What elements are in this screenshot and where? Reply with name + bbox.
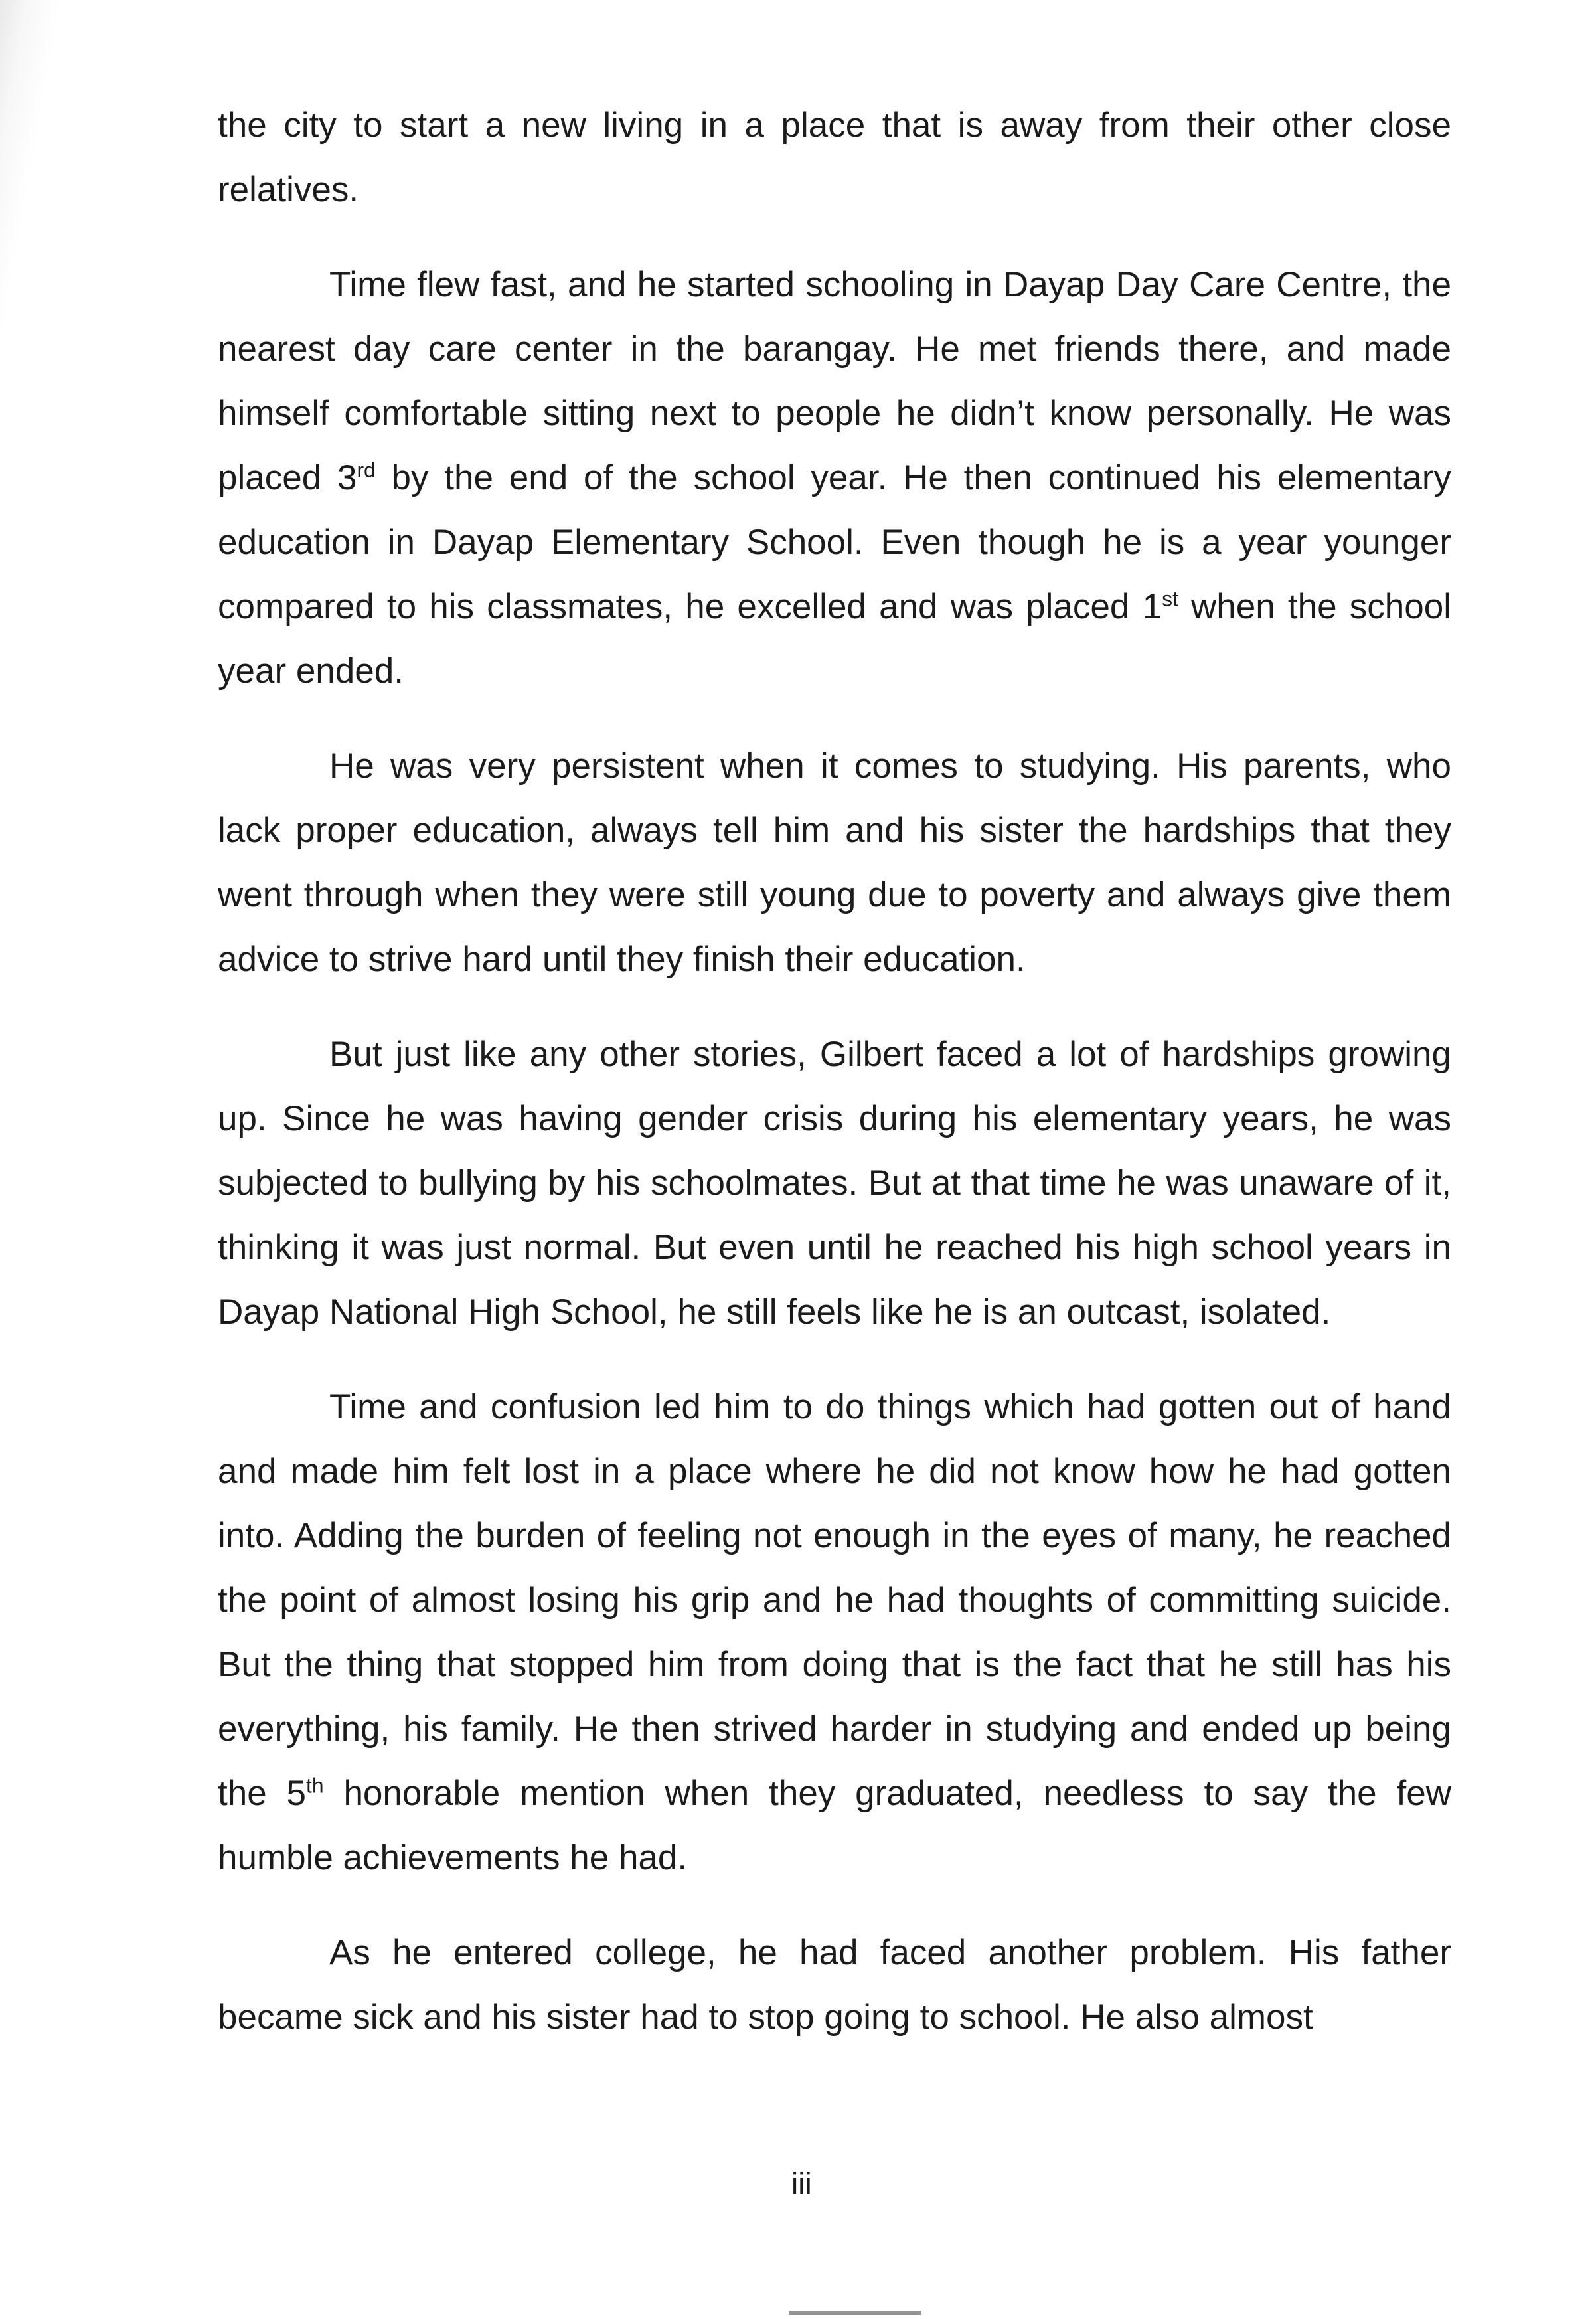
paragraph-6 (218, 1921, 1451, 2049)
paragraph-1 (218, 93, 1451, 222)
paragraph-2 (218, 252, 1451, 703)
paragraph-3 (218, 734, 1451, 991)
body-text (218, 93, 1451, 2080)
ordinal-superscript-rd: rd (357, 458, 376, 482)
paragraph-5-text-b: honorable mention when they graduated, needless to say the few humble achievements he had. (218, 1774, 1451, 1877)
ordinal-superscript-st: st (1162, 586, 1178, 611)
paragraph-4 (218, 1022, 1451, 1344)
paragraph-2-text-c: when the school year ended. (218, 587, 1452, 691)
page-edge-mark (789, 2311, 921, 2315)
paragraph-5-text-a: Time and confusion led him to do things which had gotten out of hand and made him felt lost in a place where he did not know how he had gotten into. Adding the burden of feeling not enough in the eyes of many, he reached the point of almost losing his grip and he had thoughts of committing suicide. But the thing that stopped him from doing that is the fact that he still has his everything, his family. He then strived harder in studying and ended up being the 5 (218, 1387, 1451, 1813)
paragraph-1-text: the city to start a new living in a place that is away from their other close relatives. (218, 106, 1451, 209)
paragraph-5 (218, 1375, 1451, 1890)
paragraph-3-text: He was very persistent when it comes to studying. His parents, who lack proper education, always tell him and his sister the hardships that they went through when they were still young due to poverty and always give them advice to strive hard until they finish their education. (218, 746, 1451, 979)
paragraph-4-text: But just like any other stories, Gilbert faced a lot of hardships growing up. Since he was having gender crisis during his elementary years, he was subjected to bullying by his schoolmates. But at that time he was unaware of it, thinking it was just normal. But even until he reached his high school years in Dayap National High School, he still feels like he is an outcast, isolated. (218, 1035, 1451, 1331)
page-number: iii (791, 2166, 812, 2201)
paragraph-6-text: As he entered college, he had faced another problem. His father became sick and his sister had to stop going to school. He also almost (218, 1933, 1451, 2037)
paragraph-2-text-b: by the end of the school year. He then continued his elementary education in Dayap Elementary School. Even though he is a year younger compared to his classmates, he excelled and was placed 1 (218, 458, 1451, 626)
paragraph-2-text-a: Time flew fast, and he started schooling in Dayap Day Care Centre, the nearest day care center in the barangay. He met friends there, and made himself comfortable sitting next to people he didn’t know personally. He was placed 3 (218, 265, 1451, 497)
ordinal-superscript-th: th (306, 1773, 324, 1798)
